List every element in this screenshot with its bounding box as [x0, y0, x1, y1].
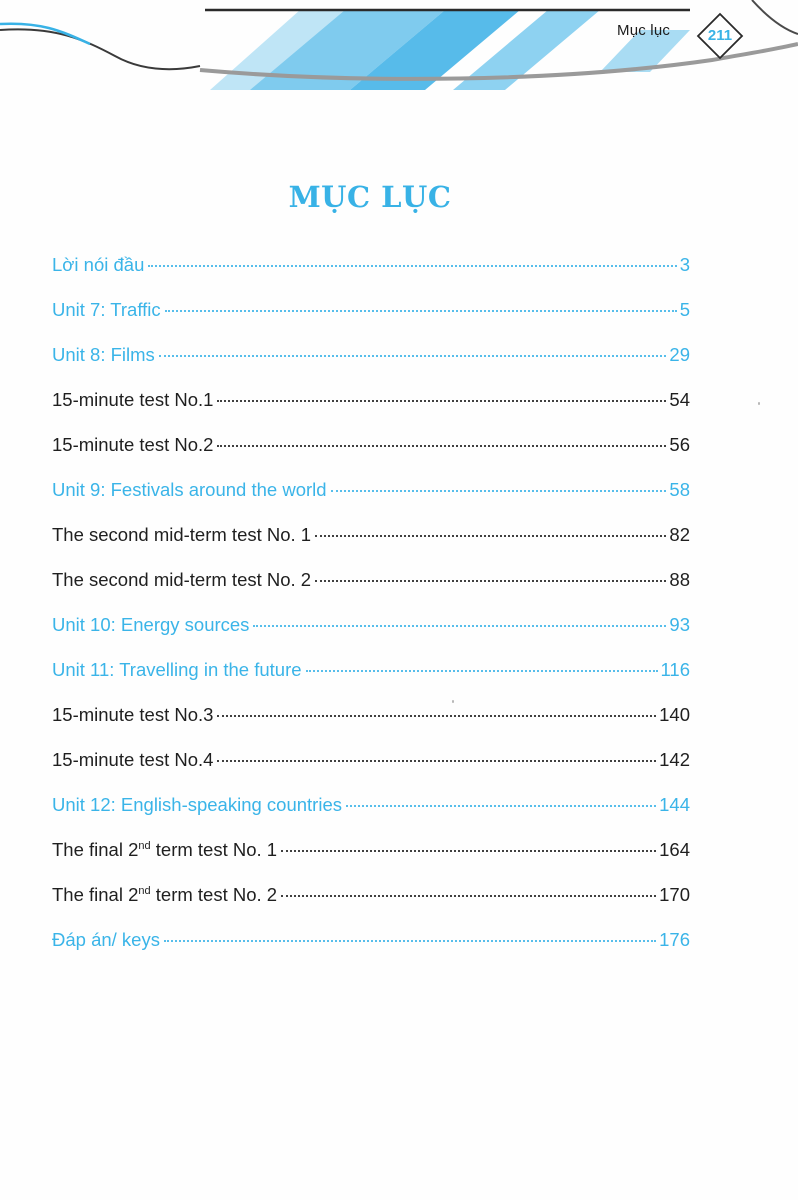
toc-entry-label: Lời nói đầu: [52, 254, 145, 275]
dot-leader: [217, 760, 656, 762]
toc-entry-label-text: term test No. 2: [150, 884, 278, 905]
header-swoosh-blue: [0, 24, 90, 44]
toc-title: MỤC LỤC: [288, 180, 452, 214]
toc-entry: [52, 569, 690, 614]
toc-entry-label-text: The final 2: [52, 884, 139, 905]
table-of-contents: [52, 254, 690, 974]
toc-entry: [52, 884, 690, 929]
scan-speck: [758, 402, 760, 405]
toc-entry: [52, 479, 690, 524]
toc-entry-page: 142: [659, 749, 690, 770]
toc-entry-page: 116: [660, 659, 690, 680]
toc-entry: [52, 614, 690, 659]
scan-speck: [452, 700, 454, 703]
dot-leader: [217, 715, 656, 717]
toc-entry: [52, 659, 690, 704]
dot-leader: [346, 805, 656, 807]
toc-entry-label: [52, 884, 277, 906]
ordinal-suffix: nd: [138, 840, 151, 852]
toc-entry-page: 5: [679, 299, 690, 320]
toc-entry: [52, 254, 690, 299]
toc-entry-label: Đáp án/ keys: [52, 929, 160, 950]
toc-entry-label-text: The final 2: [52, 839, 139, 860]
toc-entry-page: 140: [659, 704, 690, 725]
toc-entry-label: Unit 12: English-speaking countries: [52, 794, 342, 815]
running-header-title: Mục lục: [617, 22, 671, 39]
toc-entry-label: Unit 8: Films: [52, 344, 155, 365]
toc-entry: [52, 839, 690, 884]
dot-leader: [331, 490, 667, 492]
dot-leader: [159, 355, 667, 357]
toc-entry-label: 15-minute test No.2: [52, 434, 214, 455]
page-number: 211: [707, 27, 733, 44]
dot-leader: [281, 850, 656, 852]
toc-entry-page: 56: [669, 434, 690, 455]
toc-entry: [52, 299, 690, 344]
toc-entry: [52, 749, 690, 794]
toc-entry-label: The second mid-term test No. 1: [52, 524, 312, 545]
dot-leader: [306, 670, 658, 672]
dot-leader: [148, 265, 676, 267]
toc-entry: [52, 524, 690, 569]
dot-leader: [315, 580, 666, 582]
toc-entry-page: 88: [669, 569, 690, 590]
dot-leader: [281, 895, 656, 897]
toc-entry-page: 58: [669, 479, 690, 500]
dot-leader: [217, 445, 666, 447]
toc-entry-page: 164: [659, 839, 690, 860]
toc-entry: [52, 434, 690, 479]
toc-entry: [52, 389, 690, 434]
toc-entry-page: 3: [679, 254, 690, 275]
toc-entry-label: [52, 839, 277, 861]
toc-entry-page: 144: [659, 794, 690, 815]
toc-entry-label: 15-minute test No.4: [52, 749, 214, 770]
dot-leader: [165, 310, 677, 312]
ordinal-suffix: nd: [138, 885, 151, 897]
toc-entry: [52, 794, 690, 839]
toc-entry-page: 176: [659, 929, 690, 950]
toc-entry-label: The second mid-term test No. 2: [52, 569, 312, 590]
toc-entry: [52, 344, 690, 389]
toc-entry-page: 82: [669, 524, 690, 545]
toc-entry: [52, 704, 690, 749]
dot-leader: [253, 625, 666, 627]
toc-entry-page: 93: [669, 614, 690, 635]
header-corner-curve: [752, 0, 798, 34]
dot-leader: [164, 940, 656, 942]
header-decoration: [0, 0, 798, 90]
toc-entry-page: 29: [669, 344, 690, 365]
toc-entry-page: 170: [659, 884, 690, 905]
toc-entry-label: Unit 9: Festivals around the world: [52, 479, 327, 500]
dot-leader: [217, 400, 666, 402]
toc-entry-label: 15-minute test No.1: [52, 389, 214, 410]
header-swoosh-left: [0, 29, 200, 69]
toc-entry-label: Unit 7: Traffic: [52, 299, 161, 320]
toc-entry-label: Unit 10: Energy sources: [52, 614, 250, 635]
dot-leader: [315, 535, 666, 537]
toc-entry-label: Unit 11: Travelling in the future: [52, 659, 302, 680]
toc-entry-page: 54: [669, 389, 690, 410]
toc-entry-label: 15-minute test No.3: [52, 704, 214, 725]
toc-entry-label-text: term test No. 1: [150, 839, 278, 860]
toc-entry: [52, 929, 690, 974]
